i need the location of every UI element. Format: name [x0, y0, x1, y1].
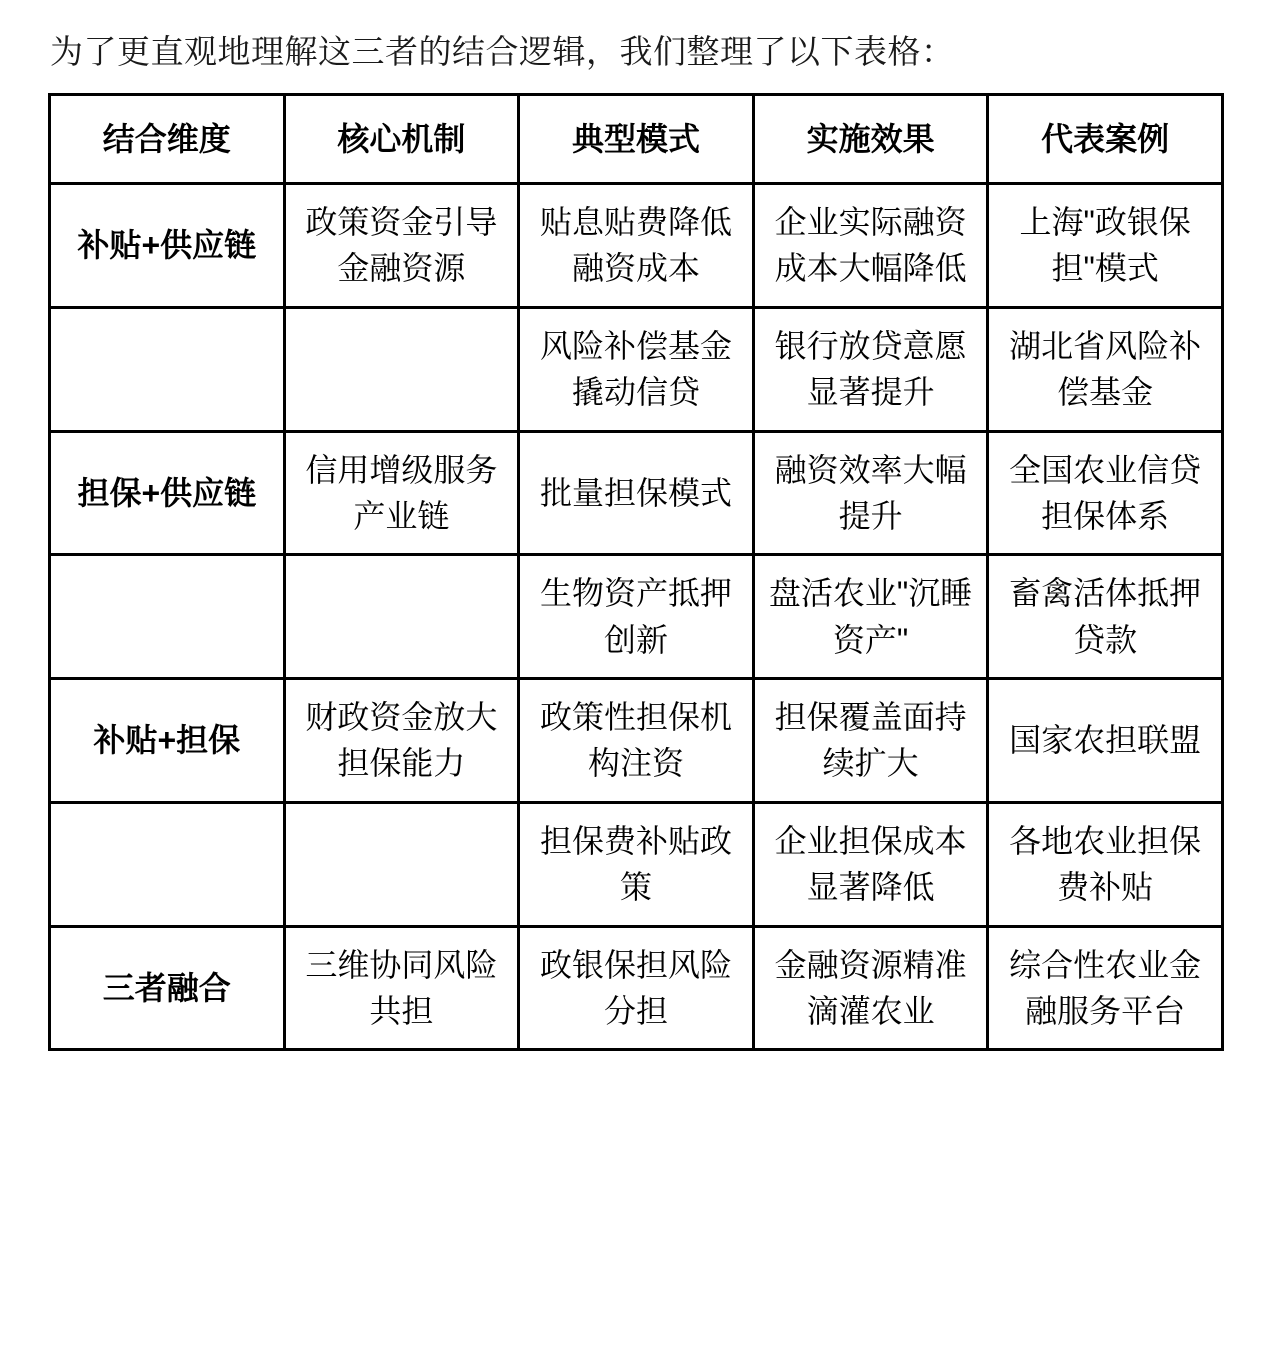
column-header-effect: 实施效果	[753, 94, 988, 183]
cell-mechanism: 信用增级服务产业链	[284, 431, 519, 555]
cell-dimension: 三者融合	[50, 926, 285, 1050]
cell-dimension: 担保+供应链	[50, 431, 285, 555]
cell-mechanism: 财政资金放大担保能力	[284, 679, 519, 803]
table-row	[50, 926, 1223, 1050]
cell-case: 全国农业信贷担保体系	[988, 431, 1223, 555]
cell-effect: 盘活农业"沉睡资产"	[753, 555, 988, 679]
cell-effect: 企业担保成本显著降低	[753, 802, 988, 926]
cell-effect: 企业实际融资成本大幅降低	[753, 183, 988, 307]
cell-dimension: 补贴+担保	[50, 679, 285, 803]
table-body	[50, 183, 1223, 1049]
cell-mechanism	[284, 307, 519, 431]
combination-logic-table	[48, 93, 1224, 1052]
column-header-mechanism: 核心机制	[284, 94, 519, 183]
cell-mechanism	[284, 555, 519, 679]
table-row	[50, 679, 1223, 803]
cell-effect: 银行放贷意愿显著提升	[753, 307, 988, 431]
table-row	[50, 307, 1223, 431]
table-row	[50, 555, 1223, 679]
cell-case: 各地农业担保费补贴	[988, 802, 1223, 926]
cell-mode: 政策性担保机构注资	[519, 679, 754, 803]
cell-mechanism: 政策资金引导金融资源	[284, 183, 519, 307]
cell-mode: 生物资产抵押创新	[519, 555, 754, 679]
column-header-mode: 典型模式	[519, 94, 754, 183]
cell-mode: 风险补偿基金撬动信贷	[519, 307, 754, 431]
intro-paragraph: 为了更直观地理解这三者的结合逻辑，我们整理了以下表格：	[50, 33, 955, 70]
cell-dimension	[50, 802, 285, 926]
column-header-case: 代表案例	[988, 94, 1223, 183]
cell-mode: 贴息贴费降低融资成本	[519, 183, 754, 307]
cell-effect: 担保覆盖面持续扩大	[753, 679, 988, 803]
table-row	[50, 802, 1223, 926]
cell-mode: 批量担保模式	[519, 431, 754, 555]
cell-mechanism	[284, 802, 519, 926]
cell-case: 畜禽活体抵押贷款	[988, 555, 1223, 679]
cell-mode: 担保费补贴政策	[519, 802, 754, 926]
cell-mode: 政银保担风险分担	[519, 926, 754, 1050]
cell-effect: 融资效率大幅提升	[753, 431, 988, 555]
cell-effect: 金融资源精准滴灌农业	[753, 926, 988, 1050]
cell-dimension: 补贴+供应链	[50, 183, 285, 307]
table-header-row	[50, 94, 1223, 183]
column-header-dimension: 结合维度	[50, 94, 285, 183]
cell-case: 湖北省风险补偿基金	[988, 307, 1223, 431]
cell-dimension	[50, 307, 285, 431]
table-header	[50, 94, 1223, 183]
cell-mechanism: 三维协同风险共担	[284, 926, 519, 1050]
cell-case: 国家农担联盟	[988, 679, 1223, 803]
table-row	[50, 431, 1223, 555]
cell-dimension	[50, 555, 285, 679]
cell-case: 综合性农业金融服务平台	[988, 926, 1223, 1050]
cell-case: 上海"政银保担"模式	[988, 183, 1223, 307]
table-row	[50, 183, 1223, 307]
